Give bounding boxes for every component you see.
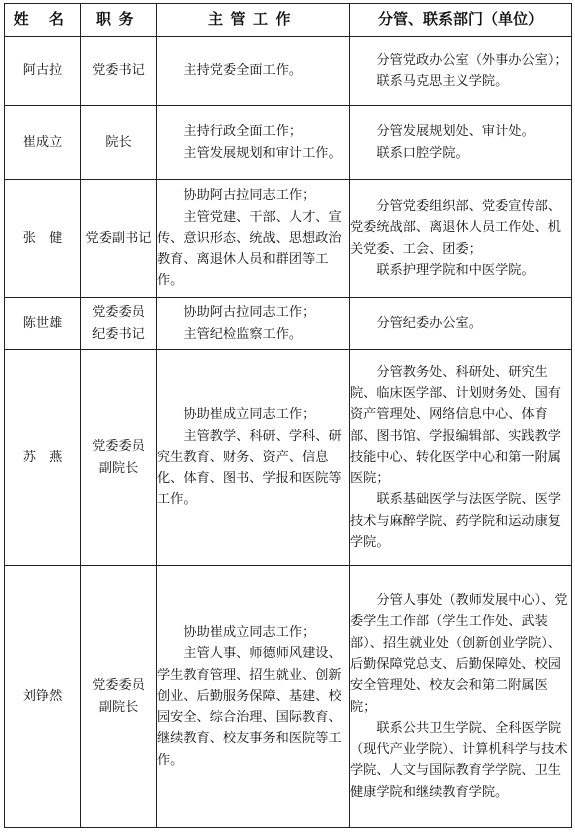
title-cell (81, 180, 157, 298)
dept-cell (350, 350, 572, 566)
title-cell (81, 37, 157, 106)
dept-paragraph: 分管党委组织部、党委宣传部、党委统战部、离退休人员工作处、机关党委、工会、团委； (350, 198, 562, 257)
dept-paragraph: 分管教务处、科研处、研究生院、临床医学部、计划财务处、国有资产管理处、网络信息中心、体育部、图书馆、学报编辑部、实践教学技能中心、转化医学中心和第一附属医院； (350, 364, 561, 487)
dept-paragraph: 联系护理学院和中医学院。 (376, 262, 535, 278)
duty-cell (157, 566, 350, 828)
title-cell (81, 566, 157, 828)
name-cell: 苏 燕 (5, 350, 81, 566)
duty-paragraph: 协助阿古拉同志工作； (183, 188, 316, 204)
duty-paragraph: 主管教学、科研、学科、研究生教育、财务、资产、信息化、体育、图书、学报和医院等工作。 (157, 428, 342, 508)
duty-cell (157, 180, 350, 298)
duty-paragraph: 主管党建、干部、人才、宣传、意识形态、统战、思想政治教育、离退休人员和群团等工作。 (157, 209, 342, 289)
duty-paragraph: 主管纪检监察工作。 (183, 326, 303, 342)
header-title: 职务 (81, 4, 157, 37)
header-duty: 主管工作 (157, 4, 350, 37)
duty-cell (157, 350, 350, 566)
dept-cell (350, 37, 572, 106)
dept-cell (350, 106, 572, 180)
table-row (5, 106, 572, 180)
dept-cell (350, 566, 572, 828)
duty-paragraph: 协助崔成立同志工作； (183, 624, 316, 640)
title-line: 纪委书记 (92, 326, 145, 342)
dept-paragraph: 分管党政办公室（外事办公室）； (376, 52, 568, 68)
dept-paragraph: 分管发展规划处、审计处。 (376, 124, 535, 140)
duty-paragraph: 主持党委全面工作。 (183, 63, 303, 79)
name-cell: 阿古拉 (5, 37, 81, 106)
dept-paragraph: 联系马克思主义学院。 (376, 74, 509, 89)
table-row (5, 566, 572, 828)
duty-cell (157, 298, 350, 350)
table-row (5, 298, 572, 350)
name-cell: 陈世雄 (5, 298, 81, 350)
table-row (5, 180, 572, 298)
title-line: 党委委员 (92, 678, 145, 694)
dept-paragraph: 联系基础医学与法医学院、医学技术与麻醉学院、药学院和运动康复学院。 (350, 492, 562, 551)
dept-cell (350, 180, 572, 298)
dept-cell (350, 298, 572, 350)
dept-paragraph: 分管纪委办公室。 (376, 315, 482, 331)
duty-paragraph: 协助阿古拉同志工作； (183, 305, 316, 321)
dept-paragraph: 联系公共卫生学院、全科医学院（现代产业学院）、计算机科学与技术学院、人文与国际教育学学院、卫生健康学院和继续教育学院。 (350, 720, 568, 800)
name-cell: 张 健 (5, 180, 81, 298)
duty-cell (157, 106, 350, 180)
title-cell (81, 106, 157, 180)
title-line: 副院长 (98, 460, 139, 476)
title-line: 党委副书记 (85, 230, 152, 246)
dept-paragraph: 分管人事处（教师发展中心）、党委学生工作部（学生工作处、武装部）、招生就业处（创新创业学院）、后勤保障党总支、后勤保障处、校园安全管理处、校友会和第二附属医院； (350, 593, 568, 715)
header-name: 姓 名 (5, 4, 81, 37)
title-cell (81, 350, 157, 566)
title-line: 党委书记 (92, 63, 145, 79)
table-row (5, 350, 572, 566)
table-row (5, 37, 572, 106)
title-line: 副院长 (98, 699, 139, 715)
duty-paragraph: 主管人事、师德师风建设、学生教育管理、招生就业、创新创业、后勤服务保障、基建、校园安全、综合治理、国际教育、继续教育、校友事务和医院等工作。 (157, 646, 342, 768)
title-line: 院长 (105, 134, 132, 150)
duty-paragraph: 协助崔成立同志工作； (183, 407, 316, 423)
title-cell (81, 298, 157, 350)
title-line: 党委委员 (92, 439, 145, 455)
dept-paragraph: 联系口腔学院。 (376, 145, 469, 161)
leadership-duties-table (4, 3, 572, 828)
name-cell: 崔成立 (5, 106, 81, 180)
duty-paragraph: 主管发展规划和审计工作。 (183, 145, 342, 161)
duty-paragraph: 主持行政全面工作； (183, 124, 303, 140)
title-line: 党委委员 (92, 305, 145, 321)
name-cell: 刘铮然 (5, 566, 81, 828)
table-header-row (5, 4, 572, 37)
duty-cell (157, 37, 350, 106)
header-dept: 分管、联系部门（单位） (350, 4, 572, 37)
